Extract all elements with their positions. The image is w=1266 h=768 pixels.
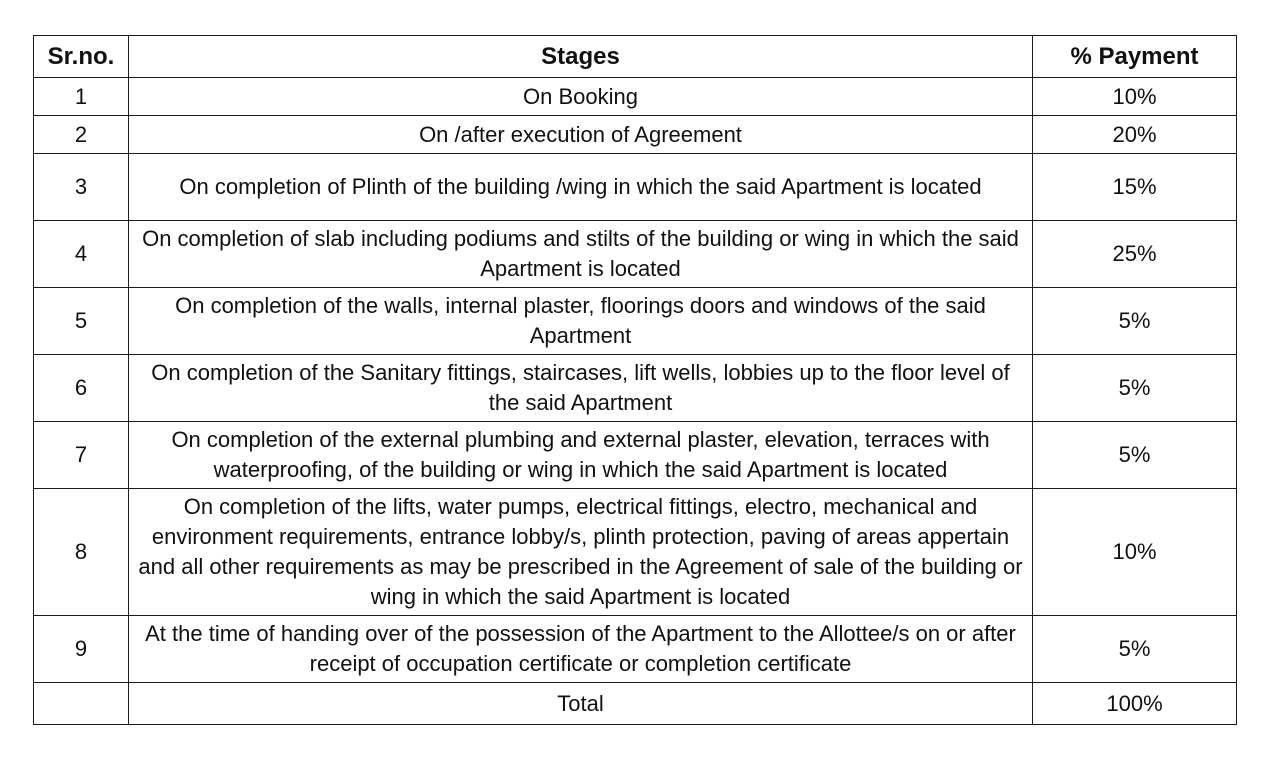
stage-cell: On completion of the walls, internal plaster, floorings doors and windows of the said Apartment: [129, 288, 1033, 355]
payment-cell: 5%: [1033, 422, 1237, 489]
sr-no-cell: 5: [34, 288, 129, 355]
payment-cell: 5%: [1033, 355, 1237, 422]
table-row: [34, 355, 1237, 422]
stage-cell: On /after execution of Agreement: [129, 116, 1033, 154]
sr-no-cell: 9: [34, 616, 129, 683]
stage-cell: On completion of the Sanitary fittings, staircases, lift wells, lobbies up to the floor level of the said Apartment: [129, 355, 1033, 422]
stage-cell: On completion of the lifts, water pumps, electrical fittings, electro, mechanical and environment requirements, entrance lobby/s, plinth protection, paving of areas appertain and all other requirements as may be prescribed in the Agreement of sale of the building or wing in which the said Apartment is located: [129, 489, 1033, 616]
payment-cell: 10%: [1033, 489, 1237, 616]
table-row: [34, 616, 1237, 683]
sr-no-cell: 8: [34, 489, 129, 616]
table-header-row: [34, 36, 1237, 78]
payment-cell: 5%: [1033, 616, 1237, 683]
sr-no-cell: 3: [34, 154, 129, 221]
header-payment: % Payment: [1033, 36, 1237, 78]
sr-no-cell: 1: [34, 78, 129, 116]
stage-cell: On completion of the external plumbing and external plaster, elevation, terraces with waterproofing, of the building or wing in which the said Apartment is located: [129, 422, 1033, 489]
table-row: [34, 489, 1237, 616]
table-row: [34, 288, 1237, 355]
table-row: [34, 78, 1237, 116]
table-row: [34, 422, 1237, 489]
sr-no-cell: 4: [34, 221, 129, 288]
total-sr-cell: [34, 683, 129, 725]
sr-no-cell: 2: [34, 116, 129, 154]
payment-schedule-table: [33, 35, 1237, 725]
stage-cell: At the time of handing over of the possession of the Apartment to the Allottee/s on or after receipt of occupation certificate or completion certificate: [129, 616, 1033, 683]
payment-cell: 25%: [1033, 221, 1237, 288]
payment-cell: 10%: [1033, 78, 1237, 116]
total-row: [34, 683, 1237, 725]
stage-cell: On completion of slab including podiums and stilts of the building or wing in which the said Apartment is located: [129, 221, 1033, 288]
payment-cell: 20%: [1033, 116, 1237, 154]
table-row: [34, 116, 1237, 154]
total-label: Total: [129, 683, 1033, 725]
stage-cell: On Booking: [129, 78, 1033, 116]
sr-no-cell: 7: [34, 422, 129, 489]
stage-cell: On completion of Plinth of the building /wing in which the said Apartment is located: [129, 154, 1033, 221]
header-stages: Stages: [129, 36, 1033, 78]
payment-cell: 5%: [1033, 288, 1237, 355]
payment-cell: 15%: [1033, 154, 1237, 221]
sr-no-cell: 6: [34, 355, 129, 422]
table-row: [34, 154, 1237, 221]
total-payment: 100%: [1033, 683, 1237, 725]
table-row: [34, 221, 1237, 288]
header-sr-no: Sr.no.: [34, 36, 129, 78]
